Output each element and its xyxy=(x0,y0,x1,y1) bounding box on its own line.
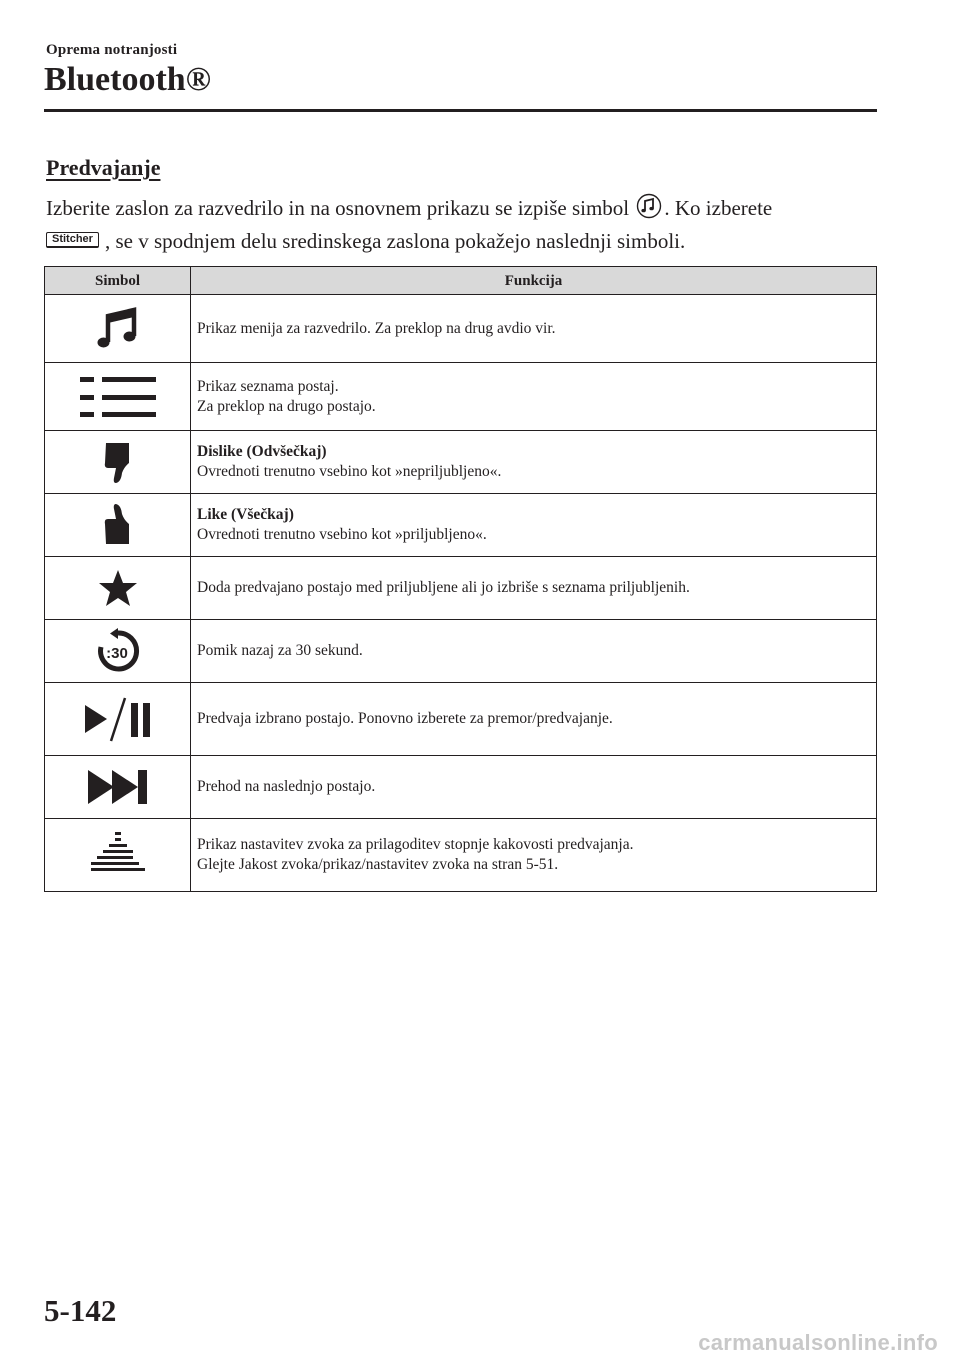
table-row xyxy=(45,431,877,494)
function-text: Pomik nazaj za 30 sekund. xyxy=(197,642,363,659)
function-text: Ovrednoti trenutno vsebino kot »nepriljubljeno«. xyxy=(197,463,502,480)
star-icon xyxy=(98,568,138,608)
symbol-cell xyxy=(45,620,191,683)
table-row xyxy=(45,620,877,683)
function-text: Doda predvajano postajo med priljubljene ali jo izbriše s seznama priljubljenih. xyxy=(197,579,690,596)
intro-text-3: , se v spodnjem delu sredinskega zaslona pokažejo naslednji simboli. xyxy=(104,229,686,253)
intro-paragraph xyxy=(46,193,876,256)
header-divider xyxy=(44,109,877,112)
function-title: Dislike (Odvšečkaj) xyxy=(197,443,327,460)
thumbs-down-icon xyxy=(103,439,133,485)
symbol-cell xyxy=(45,756,191,819)
function-cell xyxy=(191,756,877,819)
symbol-function-table xyxy=(44,266,877,892)
table-row xyxy=(45,494,877,557)
symbol-cell xyxy=(45,683,191,756)
intro-text-1: Izberite zaslon za razvedrilo in na osnovnem prikazu se izpiše simbol xyxy=(46,196,635,220)
symbol-cell xyxy=(45,494,191,557)
function-cell xyxy=(191,620,877,683)
intro-line-2 xyxy=(46,227,876,256)
rewind-seconds-label: :30 xyxy=(105,645,128,662)
function-text: Za preklop na drugo postajo. xyxy=(197,397,376,415)
header-symbol: Simbol xyxy=(45,267,191,295)
table-header-row xyxy=(45,267,877,295)
function-text: Ovrednoti trenutno vsebino kot »priljubljeno«. xyxy=(197,526,487,543)
symbol-cell xyxy=(45,819,191,892)
stitcher-button[interactable]: Stitcher xyxy=(46,232,99,248)
table-row xyxy=(45,557,877,620)
play-pause-icon xyxy=(81,695,155,743)
function-text: Glejte Jakost zvoka/prikaz/nastavitev zvoka na stran 5-51. xyxy=(197,856,559,873)
function-cell xyxy=(191,431,877,494)
function-text: Prehod na naslednjo postajo. xyxy=(197,778,376,795)
table-row xyxy=(45,819,877,892)
function-text: Predvaja izbrano postajo. Ponovno izberete za premor/predvajanje. xyxy=(197,710,613,727)
sound-settings-icon xyxy=(90,830,146,880)
music-note-icon xyxy=(94,305,142,353)
function-text: Prikaz nastavitev zvoka za prilagoditev stopnje kakovosti predvajanja. xyxy=(197,836,634,853)
function-cell xyxy=(191,557,877,620)
symbol-cell xyxy=(45,295,191,363)
header-function: Funkcija xyxy=(191,267,877,295)
table-row xyxy=(45,295,877,363)
intro-text-2: . Ko izberete xyxy=(664,196,773,220)
function-cell xyxy=(191,494,877,557)
function-cell xyxy=(191,295,877,363)
table-row xyxy=(45,756,877,819)
rewind-30-icon xyxy=(95,628,141,674)
skip-next-icon xyxy=(86,766,150,808)
station-list-icon xyxy=(78,374,158,420)
symbol-cell xyxy=(45,363,191,431)
section-title: Oprema notranjosti xyxy=(46,42,178,58)
function-text: Prikaz menija za razvedrilo. Za preklop na drug avdio vir. xyxy=(197,319,556,337)
thumbs-up-icon xyxy=(103,502,133,548)
symbol-cell xyxy=(45,431,191,494)
watermark: carmanualsonline.info xyxy=(698,1330,938,1355)
table-row xyxy=(45,363,877,431)
symbol-cell xyxy=(45,557,191,620)
function-cell xyxy=(191,819,877,892)
function-text: Prikaz seznama postaj. xyxy=(197,377,339,395)
chapter-title: Bluetooth® xyxy=(44,61,212,98)
function-cell xyxy=(191,363,877,431)
subheading: Predvajanje xyxy=(46,155,161,180)
function-title: Like (Všečkaj) xyxy=(197,506,294,523)
table-row xyxy=(45,683,877,756)
function-cell xyxy=(191,683,877,756)
page-number: 5-142 xyxy=(44,1293,117,1328)
music-note-circle-icon xyxy=(636,193,662,227)
